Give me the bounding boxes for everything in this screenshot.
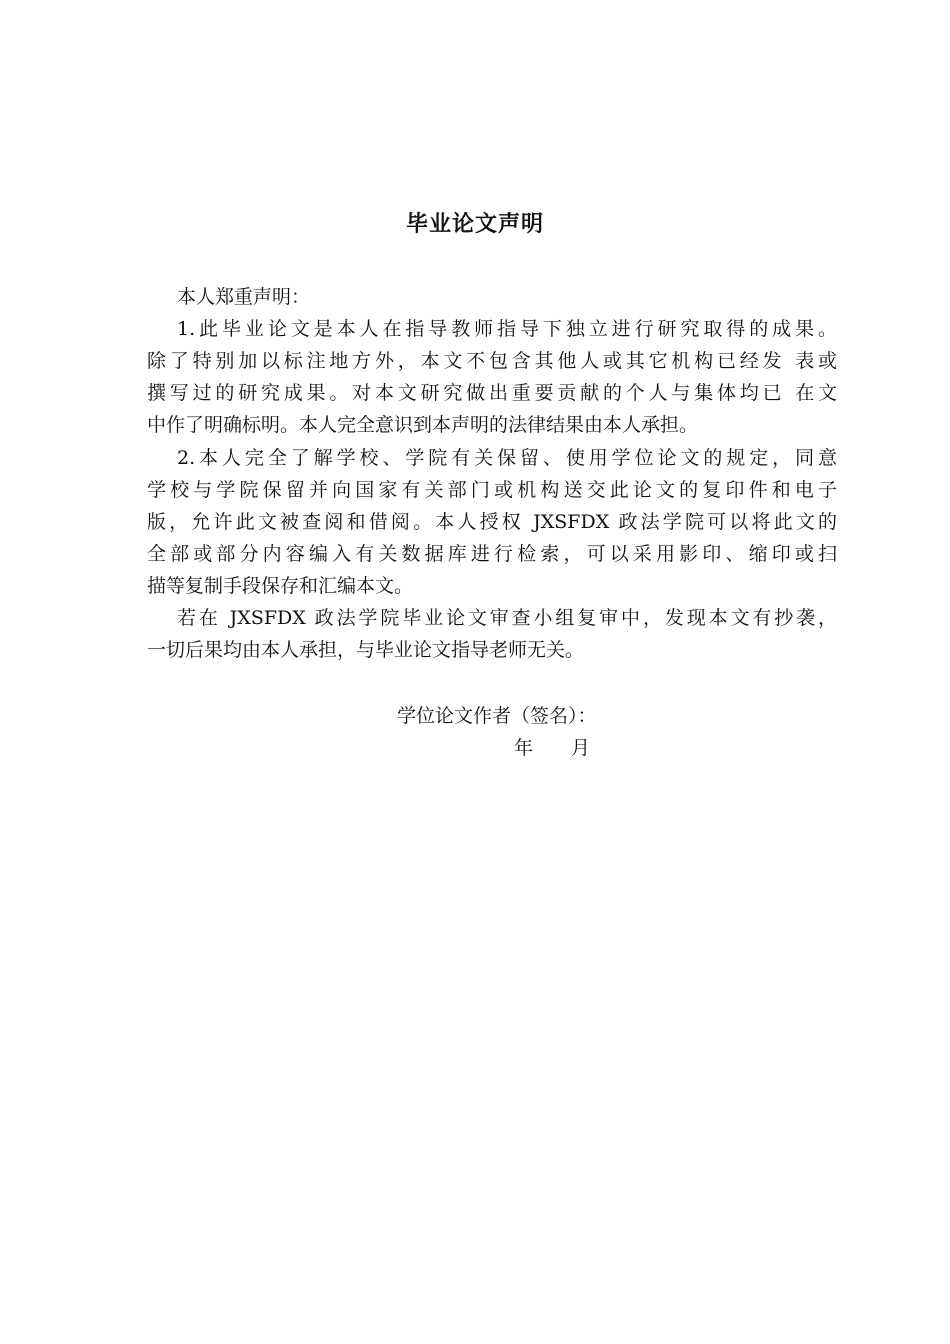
paragraph-3-line-1: 若在 JXSFDX 政法学院毕业论文审查小组复审中，发现本文有抄袭， xyxy=(177,607,837,629)
page-title: 毕业论文声明 xyxy=(405,212,544,237)
paragraph-1-line-1: 1.此毕业论文是本人在指导教师指导下独立进行研究取得的成果。 xyxy=(177,318,837,340)
date-year-label: 年 xyxy=(514,737,534,759)
paragraph-3-line-2: 一切后果均由本人承担，与毕业论文指导老师无关。 xyxy=(147,639,585,661)
paragraph-2-line-5: 描等复制手段保存和汇编本文。 xyxy=(147,575,414,597)
date-month-label: 月 xyxy=(571,737,591,759)
paragraph-2-line-2: 学校与学院保留并向国家有关部门或机构送交此论文的复印件和电子 xyxy=(147,479,837,501)
paragraph-1-line-4: 中作了明确标明。本人完全意识到本声明的法律结果由本人承担。 xyxy=(147,414,699,436)
paragraph-2-line-4: 全部或部分内容编入有关数据库进行检索，可以采用影印、缩印或扫 xyxy=(147,543,837,565)
paragraph-1-line-3: 撰写过的研究成果。对本文研究做出重要贡献的个人与集体均已 在文 xyxy=(147,382,837,404)
paragraph-2-line-1: 2.本人完全了解学校、学院有关保留、使用学位论文的规定，同意 xyxy=(177,447,837,469)
paragraph-1-line-2: 除了特别加以标注地方外，本文不包含其他人或其它机构已经发 表或 xyxy=(147,350,837,372)
opening-statement: 本人郑重声明： xyxy=(177,286,311,308)
paragraph-2-line-3: 版，允许此文被查阅和借阅。本人授权 JXSFDX 政法学院可以将此文的 xyxy=(147,511,837,533)
signature-label: 学位论文作者（签名）： xyxy=(397,705,597,727)
